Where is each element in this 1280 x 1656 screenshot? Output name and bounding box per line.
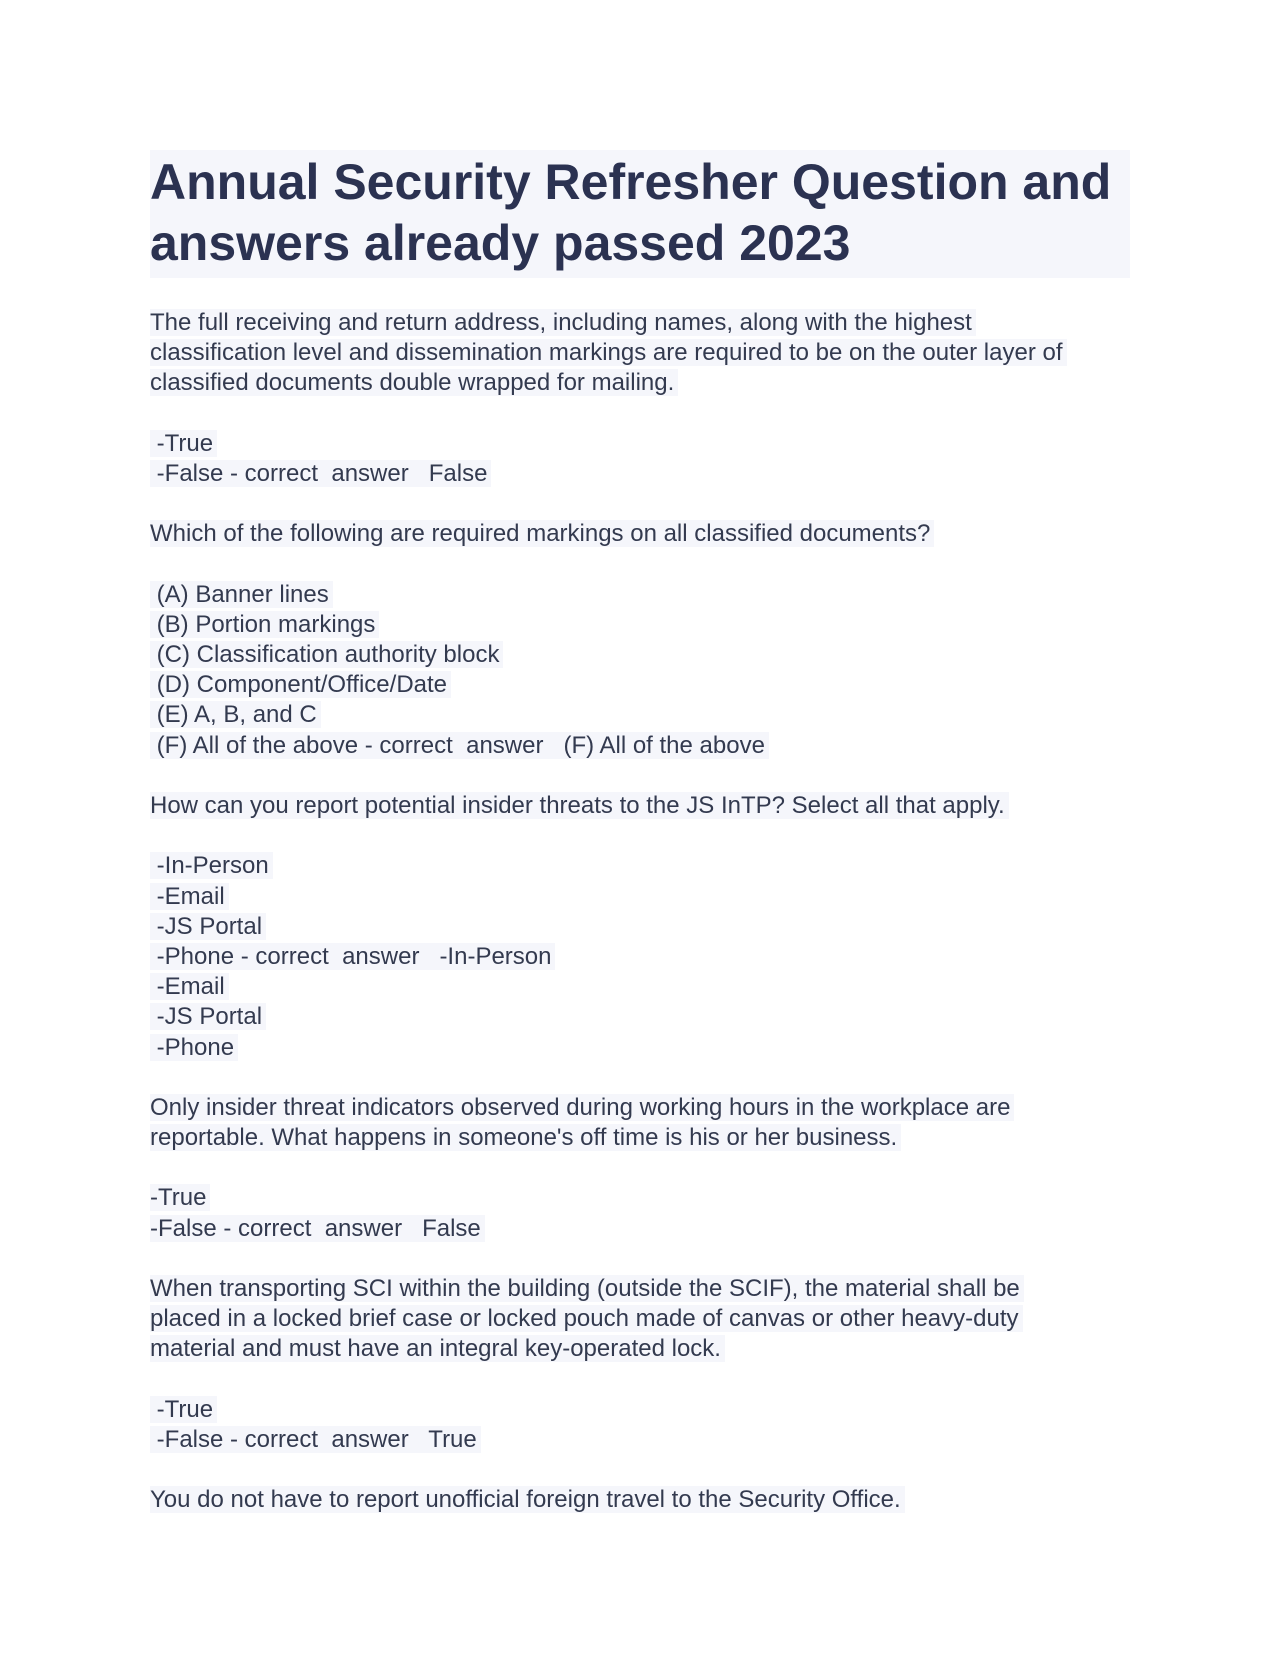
title-line-1: Annual Security Refresher Question and: [150, 154, 1112, 210]
text-line-content: -Email: [150, 973, 229, 1000]
blank-line: [150, 1365, 1130, 1395]
text-line-content: placed in a locked brief case or locked pouch made of canvas or other heavy-duty: [150, 1305, 1023, 1332]
document-title: [150, 152, 1118, 274]
text-line-content: -Phone - correct answer -In-Person: [150, 943, 555, 970]
text-line: [150, 1123, 1130, 1153]
text-line: [150, 1485, 1130, 1515]
text-line: [150, 1274, 1130, 1304]
text-line: [150, 1002, 1130, 1032]
text-line: [150, 1033, 1130, 1063]
text-line-content: classification level and dissemination markings are required to be on the outer layer of: [150, 339, 1067, 366]
blank-line: [150, 1455, 1130, 1485]
text-line-content: (E) A, B, and C: [150, 701, 321, 728]
blank-line: [150, 761, 1130, 791]
text-line-content: -JS Portal: [150, 913, 266, 940]
text-line-content: -JS Portal: [150, 1003, 266, 1030]
text-line-content: (C) Classification authority block: [150, 641, 503, 668]
text-line: [150, 1214, 1130, 1244]
text-line-content: -False - correct answer False: [150, 1215, 485, 1242]
text-line-content: Which of the following are required markings on all classified documents?: [150, 520, 934, 547]
text-line: [150, 1093, 1130, 1123]
blank-line: [150, 550, 1130, 580]
text-line: [150, 519, 1130, 549]
text-line: [150, 1334, 1130, 1364]
text-line-content: (D) Component/Office/Date: [150, 671, 451, 698]
title-line-2: answers already passed 2023: [150, 215, 851, 271]
text-line: [150, 791, 1130, 821]
blank-line: [150, 1244, 1130, 1274]
text-line: [150, 1425, 1130, 1455]
text-line-content: -True: [150, 1396, 217, 1423]
text-line-content: How can you report potential insider threats to the JS InTP? Select all that apply.: [150, 792, 1009, 819]
text-line-content: classified documents double wrapped for mailing.: [150, 369, 678, 396]
text-line-content: (F) All of the above - correct answer (F) All of the above: [150, 732, 769, 759]
text-line: [150, 670, 1130, 700]
text-line: [150, 338, 1130, 368]
text-line-content: -Phone: [150, 1034, 238, 1061]
text-line-content: You do not have to report unofficial foreign travel to the Security Office.: [150, 1486, 905, 1513]
text-line: [150, 882, 1130, 912]
text-line: [150, 580, 1130, 610]
text-line-content: When transporting SCI within the building (outside the SCIF), the material shall be: [150, 1275, 1024, 1302]
text-line: [150, 429, 1130, 459]
document-title-block: [150, 150, 1130, 278]
text-line: [150, 972, 1130, 1002]
text-line: [150, 851, 1130, 881]
text-line: [150, 610, 1130, 640]
text-line-content: (B) Portion markings: [150, 611, 379, 638]
text-line: [150, 459, 1130, 489]
text-line-content: -Email: [150, 883, 229, 910]
text-line-content: Only insider threat indicators observed during working hours in the workplace are: [150, 1094, 1014, 1121]
blank-line: [150, 821, 1130, 851]
text-line-content: -True: [150, 430, 217, 457]
text-line-content: (A) Banner lines: [150, 581, 333, 608]
blank-line: [150, 489, 1130, 519]
text-line-content: -True: [150, 1184, 210, 1211]
text-line: [150, 1304, 1130, 1334]
text-line: [150, 912, 1130, 942]
text-line-content: reportable. What happens in someone's off time is his or her business.: [150, 1124, 901, 1151]
text-line-content: material and must have an integral key-operated lock.: [150, 1335, 725, 1362]
text-line-content: -In-Person: [150, 852, 273, 879]
blank-line: [150, 1063, 1130, 1093]
text-line: [150, 942, 1130, 972]
text-line-content: The full receiving and return address, including names, along with the highest: [150, 309, 976, 336]
blank-line: [150, 399, 1130, 429]
document-body: [150, 308, 1130, 1516]
text-line: [150, 700, 1130, 730]
blank-line: [150, 1153, 1130, 1183]
text-line-content: -False - correct answer True: [150, 1426, 481, 1453]
text-line-content: -False - correct answer False: [150, 460, 491, 487]
text-line: [150, 368, 1130, 398]
text-line: [150, 1183, 1130, 1213]
text-line: [150, 308, 1130, 338]
document-page: [150, 150, 1130, 1516]
text-line: [150, 731, 1130, 761]
text-line: [150, 640, 1130, 670]
text-line: [150, 1395, 1130, 1425]
